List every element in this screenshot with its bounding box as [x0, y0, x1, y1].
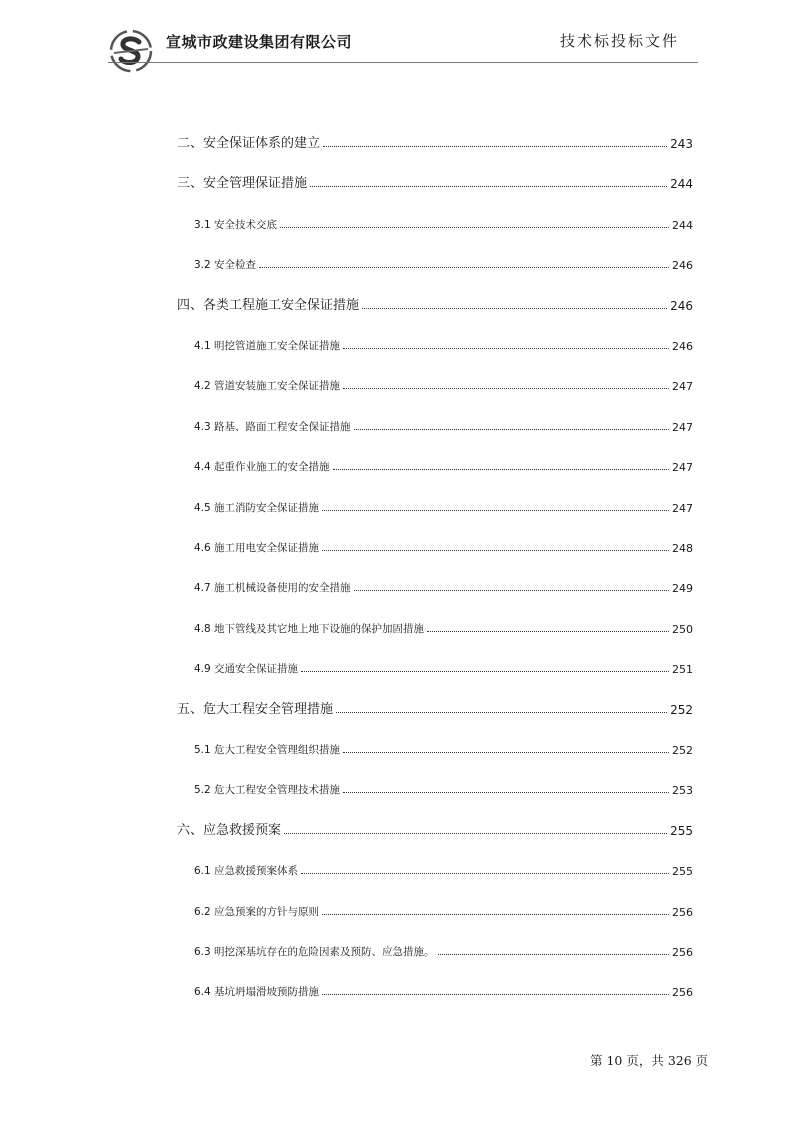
toc-entry-page: 246 — [672, 259, 693, 272]
toc-dot-leader — [336, 712, 667, 713]
toc-entry[interactable] — [194, 618, 693, 636]
toc-dot-leader — [427, 631, 669, 632]
toc-entry-label: 5.1 危大工程安全管理组织措施 — [194, 744, 341, 756]
document-type: 技术标投标文件 — [560, 32, 680, 50]
toc-entry-page: 247 — [672, 421, 693, 434]
toc-dot-leader — [343, 348, 669, 349]
toc-dot-leader — [310, 186, 667, 187]
toc-entry-label: 5.2 危大工程安全管理技术措施 — [194, 784, 341, 796]
toc-entry-page: 249 — [672, 582, 693, 595]
toc-dot-leader — [322, 914, 669, 915]
toc-entry[interactable] — [177, 295, 693, 313]
toc-dot-leader — [362, 308, 667, 309]
toc-entry-label: 4.1 明挖管道施工安全保证措施 — [194, 340, 341, 352]
toc-entry-label: 4.5 施工消防安全保证措施 — [194, 502, 320, 514]
header-divider — [108, 62, 698, 63]
toc-entry-page: 247 — [672, 461, 693, 474]
toc-entry-label: 3.2 安全检查 — [194, 259, 257, 271]
toc-entry-label: 6.3 明挖深基坑存在的危险因素及预防、应急措施。 — [194, 946, 435, 958]
toc-entry-page: 252 — [672, 744, 693, 757]
toc-entry[interactable] — [194, 739, 693, 757]
toc-entry-page: 256 — [672, 946, 693, 959]
page-header — [0, 0, 793, 80]
toc-entry[interactable] — [194, 577, 693, 595]
toc-dot-leader — [322, 994, 669, 995]
toc-entry[interactable] — [194, 416, 693, 434]
toc-entry[interactable] — [177, 133, 693, 151]
toc-entry-label: 4.9 交通安全保证措施 — [194, 663, 299, 675]
toc-entry-page: 247 — [672, 380, 693, 393]
toc-entry-page: 255 — [672, 865, 693, 878]
toc-dot-leader — [301, 873, 669, 874]
toc-entry[interactable] — [194, 335, 693, 353]
toc-entry-page: 252 — [670, 703, 693, 717]
toc-entry-label: 6.2 应急预案的方针与原则 — [194, 906, 320, 918]
toc-entry-page: 256 — [672, 906, 693, 919]
toc-dot-leader — [322, 510, 669, 511]
toc-dot-leader — [354, 429, 669, 430]
toc-entry[interactable] — [194, 941, 693, 959]
toc-entry-page: 244 — [670, 177, 693, 191]
toc-entry[interactable] — [194, 860, 693, 878]
toc-entry-page: 251 — [672, 663, 693, 676]
toc-dot-leader — [284, 833, 667, 834]
toc-entry-label: 3.1 安全技术交底 — [194, 219, 278, 231]
toc-dot-leader — [301, 671, 669, 672]
company-logo-icon — [108, 28, 154, 74]
toc-dot-leader — [354, 590, 669, 591]
toc-dot-leader — [322, 550, 669, 551]
toc-entry[interactable] — [194, 901, 693, 919]
toc-entry-page: 250 — [672, 623, 693, 636]
toc-entry-label: 4.4 起重作业施工的安全措施 — [194, 461, 330, 473]
toc-entry-label: 4.2 管道安装施工安全保证措施 — [194, 380, 341, 392]
toc-dot-leader — [333, 469, 669, 470]
toc-dot-leader — [280, 227, 669, 228]
toc-entry-label: 6.1 应急救援预案体系 — [194, 865, 299, 877]
toc-entry[interactable] — [194, 214, 693, 232]
toc-entry[interactable] — [194, 537, 693, 555]
toc-entry[interactable] — [194, 456, 693, 474]
toc-entry-page: 247 — [672, 502, 693, 515]
toc-entry[interactable] — [194, 658, 693, 676]
toc-entry-page: 246 — [672, 340, 693, 353]
toc-dot-leader — [438, 954, 669, 955]
toc-entry-label: 6.4 基坑坍塌滑坡预防措施 — [194, 986, 320, 998]
toc-entry-page: 248 — [672, 542, 693, 555]
toc-entry[interactable] — [177, 820, 693, 838]
toc-entry-page: 246 — [670, 299, 693, 313]
page-number: 第 10 页，共 326 页 — [590, 1053, 709, 1068]
toc-dot-leader — [343, 792, 669, 793]
toc-entry-label: 五、危大工程安全管理措施 — [177, 702, 334, 717]
toc-dot-leader — [259, 267, 669, 268]
toc-entry-page: 243 — [670, 137, 693, 151]
toc-dot-leader — [343, 752, 669, 753]
toc-entry-page: 253 — [672, 784, 693, 797]
toc-entry-label: 二、安全保证体系的建立 — [177, 136, 321, 151]
toc-entry[interactable] — [194, 497, 693, 515]
toc-entry[interactable] — [177, 173, 693, 191]
toc-entry-label: 4.7 施工机械设备使用的安全措施 — [194, 582, 351, 594]
toc-entry[interactable] — [194, 981, 693, 999]
toc-entry-page: 255 — [670, 824, 693, 838]
toc-entry-label: 六、应急救援预案 — [177, 823, 282, 838]
toc-entry[interactable] — [194, 779, 693, 797]
toc-entry[interactable] — [177, 699, 693, 717]
toc-entry[interactable] — [194, 375, 693, 393]
toc-entry-label: 4.8 地下管线及其它地上地下设施的保护加固措施 — [194, 623, 425, 635]
toc-entry-label: 4.3 路基、路面工程安全保证措施 — [194, 421, 351, 433]
toc-entry[interactable] — [194, 254, 693, 272]
toc-entry-page: 256 — [672, 986, 693, 999]
toc-entry-page: 244 — [672, 219, 693, 232]
toc-entry-label: 三、安全管理保证措施 — [177, 176, 308, 191]
toc-entry-label: 四、各类工程施工安全保证措施 — [177, 298, 360, 313]
toc-dot-leader — [323, 146, 667, 147]
company-name: 宣城市政建设集团有限公司 — [166, 33, 353, 51]
toc-entry-label: 4.6 施工用电安全保证措施 — [194, 542, 320, 554]
toc-dot-leader — [343, 388, 669, 389]
